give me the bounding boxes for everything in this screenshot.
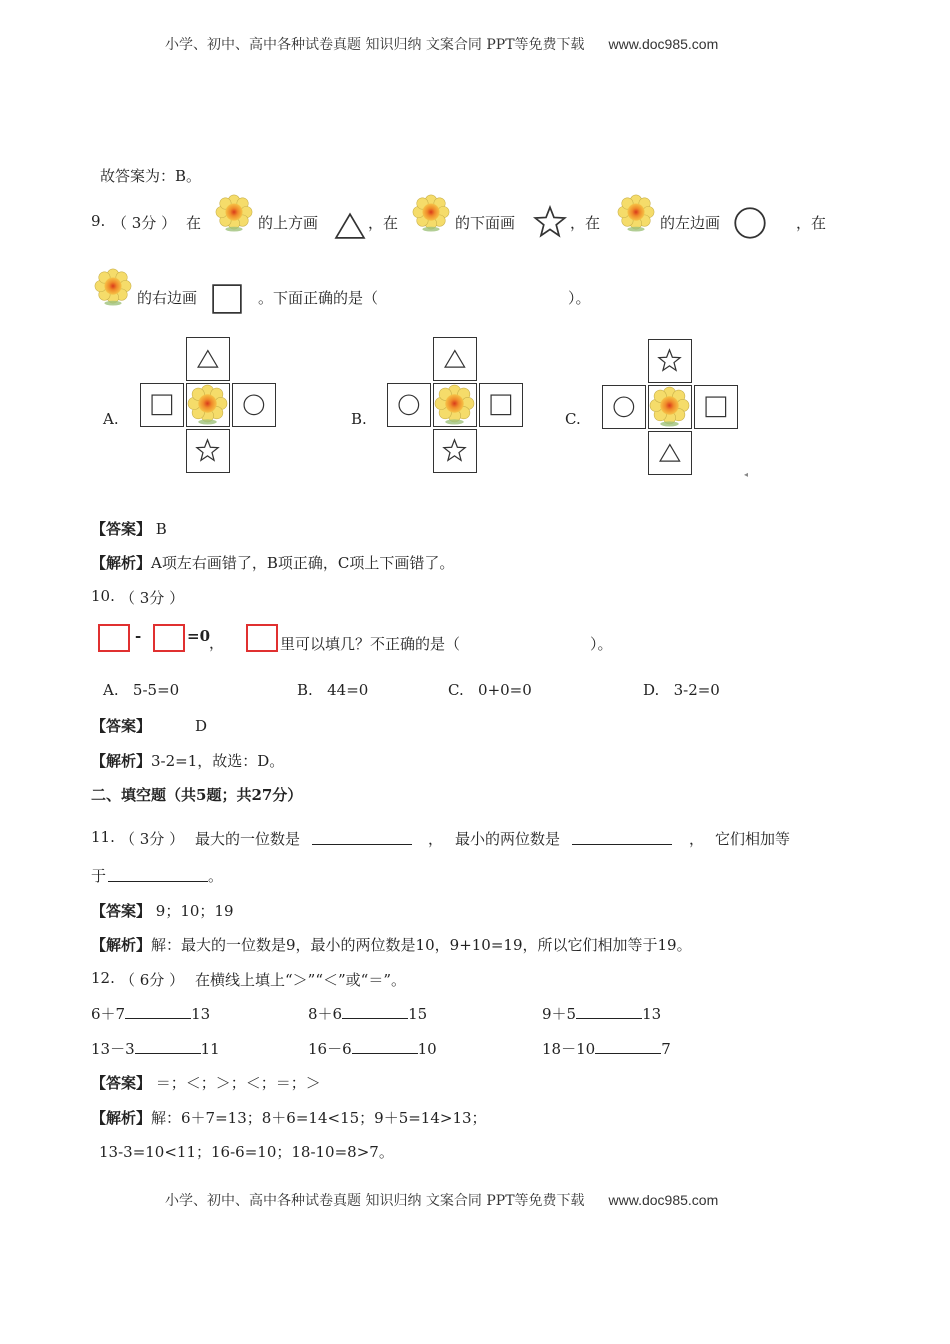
q10-option-d[interactable] xyxy=(643,681,720,699)
section-title: 二、填空题（共5题；共27分） xyxy=(91,786,303,804)
right-value: 10 xyxy=(417,1040,437,1058)
fill-blank-1[interactable] xyxy=(312,830,412,845)
cell-left xyxy=(602,385,646,429)
q9-number: 9. xyxy=(91,212,106,230)
right-value: 13 xyxy=(191,1005,211,1023)
q11-text-7: 。 xyxy=(208,867,224,885)
right-value: 7 xyxy=(661,1040,671,1058)
fill-blank[interactable] xyxy=(135,1039,201,1054)
cell-left xyxy=(387,383,431,427)
analysis-label: 【解析】 xyxy=(91,936,152,954)
header-text: 小学、初中、高中各种试卷真题 知识归纳 文案合同 PPT等免费下载 xyxy=(165,37,585,53)
q9-text-1: 在 xyxy=(186,214,202,232)
q9-score: （ 3分 ） xyxy=(112,214,177,232)
q9-text-10: ）。 xyxy=(568,289,591,307)
circle-icon xyxy=(733,206,767,240)
q9-option-b-label[interactable]: B. xyxy=(351,410,367,428)
circle-icon xyxy=(388,384,429,425)
star-icon xyxy=(434,430,475,471)
compare-item xyxy=(308,1003,427,1024)
left-expr: 9＋5 xyxy=(542,1005,577,1023)
q10-close: ）。 xyxy=(590,635,613,653)
left-expr: 18－10 xyxy=(542,1040,596,1058)
q12-analysis xyxy=(91,1107,487,1128)
fill-blank[interactable] xyxy=(576,1004,642,1019)
blank-box[interactable] xyxy=(98,624,130,652)
right-value: 11 xyxy=(200,1040,220,1058)
cell-bottom xyxy=(433,429,477,473)
footer-text: 小学、初中、高中各种试卷真题 知识归纳 文案合同 PPT等免费下载 xyxy=(165,1193,585,1209)
q9-text-4: 的下面画 xyxy=(455,214,516,232)
fill-blank[interactable] xyxy=(342,1004,408,1019)
q9-option-a-label[interactable]: A. xyxy=(103,410,119,428)
compare-item xyxy=(542,1003,661,1024)
analysis-label: 【解析】 xyxy=(91,554,152,572)
flower-icon xyxy=(434,384,475,425)
answer-label: 【答案】 xyxy=(91,520,152,538)
right-value: 13 xyxy=(642,1005,662,1023)
circle-icon xyxy=(603,386,644,427)
answer-value: D xyxy=(195,717,208,735)
cell-left xyxy=(140,383,184,427)
option-text: 44=0 xyxy=(327,681,369,699)
analysis-label: 【解析】 xyxy=(91,1109,152,1127)
analysis-text: 解：最大的一位数是9，最小的两位数是10，9+10=19，所以它们相加等于19。 xyxy=(151,936,692,954)
square-icon xyxy=(480,384,521,425)
q11-text-4: ， xyxy=(689,830,705,848)
left-expr: 16－6 xyxy=(308,1040,352,1058)
q9-text-3: ，在 xyxy=(368,214,399,232)
answer-value: B xyxy=(155,520,167,538)
cell-top xyxy=(648,339,692,383)
page-header xyxy=(165,34,718,54)
flower-icon xyxy=(649,386,690,427)
option-label: D. xyxy=(643,681,660,699)
square-icon xyxy=(695,386,736,427)
triangle-icon xyxy=(434,338,475,379)
fill-blank-2[interactable] xyxy=(572,830,672,845)
q10-number: 10. xyxy=(91,587,115,605)
cell-right xyxy=(694,385,738,429)
q11-answer xyxy=(91,900,234,921)
q11-number: 11. xyxy=(91,828,115,846)
square-icon xyxy=(211,283,243,315)
analysis-text: 3-2=1，故选：D。 xyxy=(151,752,285,770)
circle-icon xyxy=(233,384,274,425)
cell-center xyxy=(186,383,230,427)
compare-item xyxy=(91,1003,210,1024)
q12-answer xyxy=(91,1072,321,1093)
compare-item xyxy=(308,1038,437,1059)
fill-blank-3[interactable] xyxy=(108,867,208,882)
q11-text-2: ， xyxy=(428,830,444,848)
fill-blank[interactable] xyxy=(595,1039,661,1054)
left-expr: 6＋7 xyxy=(91,1005,126,1023)
q10-answer xyxy=(91,715,207,736)
flower-icon xyxy=(187,384,228,425)
minus-sign: - xyxy=(135,627,142,645)
triangle-icon xyxy=(187,338,228,379)
blank-box[interactable] xyxy=(153,624,185,652)
option-text: 3-2=0 xyxy=(673,681,720,699)
equals-zero: =0 xyxy=(187,627,211,645)
left-expr: 13－3 xyxy=(91,1040,135,1058)
fill-blank[interactable] xyxy=(352,1039,418,1054)
q10-score: （ 3分 ） xyxy=(120,589,185,607)
flower-icon xyxy=(412,194,450,232)
footer-url[interactable]: www.doc985.com xyxy=(608,1192,719,1208)
star-icon xyxy=(532,205,568,239)
analysis-text: 解：6＋7=13；8＋6=14<15；9＋5=14>13； xyxy=(151,1109,487,1127)
star-icon xyxy=(649,340,690,381)
answer-label: 【答案】 xyxy=(91,1074,152,1092)
option-label: C. xyxy=(448,681,464,699)
option-text: 0+0=0 xyxy=(478,681,532,699)
q9-text-8: 的右边画 xyxy=(137,289,198,307)
flower-icon xyxy=(215,194,253,232)
cell-right xyxy=(479,383,523,427)
right-value: 15 xyxy=(408,1005,428,1023)
answer-value: ＝；＜；＞；＜；＝；＞ xyxy=(155,1074,321,1092)
q10-option-b[interactable] xyxy=(297,681,368,699)
q9-text-6: 的左边画 xyxy=(660,214,721,232)
q9-text-7: ，在 xyxy=(796,214,827,232)
answer-label: 【答案】 xyxy=(91,902,152,920)
flower-icon xyxy=(617,194,655,232)
analysis-text: A项左右画错了，B项正确，C项上下画错了。 xyxy=(151,554,455,572)
q9-text-5: ，在 xyxy=(570,214,601,232)
option-label: A. xyxy=(103,681,119,699)
q10-analysis xyxy=(91,750,284,771)
q11-analysis xyxy=(91,934,692,955)
q11-score: （ 3分 ） xyxy=(120,830,185,848)
q12-number: 12. xyxy=(91,969,115,987)
compare-item xyxy=(542,1038,671,1059)
analysis-label: 【解析】 xyxy=(91,752,152,770)
fill-blank[interactable] xyxy=(125,1004,191,1019)
triangle-icon xyxy=(333,212,367,240)
left-expr: 8＋6 xyxy=(308,1005,343,1023)
q12-score: （ 6分 ） xyxy=(120,971,185,989)
square-icon xyxy=(141,384,182,425)
cell-top xyxy=(186,337,230,381)
option-text: 5-5=0 xyxy=(132,681,180,699)
cell-center xyxy=(433,383,477,427)
q11-text-5: 它们相加等 xyxy=(715,830,791,848)
q9-text-2: 的上方画 xyxy=(258,214,319,232)
option-label: B. xyxy=(297,681,313,699)
q11-text-1: 最大的一位数是 xyxy=(195,830,301,848)
q10-option-c[interactable] xyxy=(448,681,532,699)
blank-box[interactable] xyxy=(246,624,278,652)
flower-icon xyxy=(94,268,132,306)
compare-item xyxy=(91,1038,220,1059)
small-arrow-icon: ◂ xyxy=(744,470,749,479)
prev-answer: 故答案为：B。 xyxy=(100,167,202,185)
answer-label: 【答案】 xyxy=(91,717,152,735)
q11-text-3: 最小的两位数是 xyxy=(455,830,561,848)
q9-answer xyxy=(91,518,167,539)
star-icon xyxy=(187,430,228,471)
cell-bottom xyxy=(186,429,230,473)
q10-option-a[interactable] xyxy=(103,681,179,699)
q9-analysis xyxy=(91,552,454,573)
triangle-icon xyxy=(649,432,690,473)
page-footer xyxy=(165,1190,718,1210)
cell-top xyxy=(433,337,477,381)
q10-question: 里可以填几？不正确的是（ xyxy=(280,635,461,653)
answer-value: 9；10；19 xyxy=(155,902,234,920)
cell-right xyxy=(232,383,276,427)
cell-center xyxy=(648,385,692,429)
q9-option-c-label[interactable]: C. xyxy=(565,410,581,428)
header-url[interactable]: www.doc985.com xyxy=(608,36,719,52)
q12-prompt: 在横线上填上“＞”“＜”或“＝”。 xyxy=(195,971,407,989)
comma: ， xyxy=(209,634,225,652)
q12-analysis-line-2: 13-3=10<11；16-6=10；18-10=8>7。 xyxy=(99,1143,394,1161)
cell-bottom xyxy=(648,431,692,475)
q11-text-6: 于 xyxy=(91,867,107,885)
q9-text-9: 。下面正确的是（ xyxy=(258,289,379,307)
